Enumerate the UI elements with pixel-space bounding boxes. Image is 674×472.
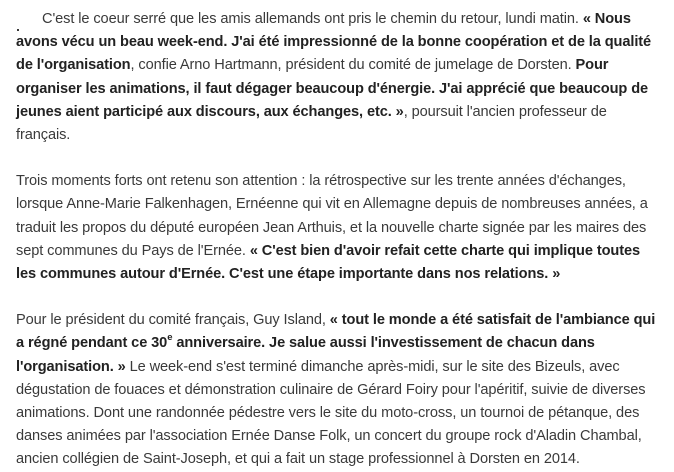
paragraph-3 [16,309,662,471]
quote-island-1: « tout le monde a été satisfait de l'ambiance qui a régné pendant ce 30 [16,312,656,352]
paragraph-3-segment-5: Le week-end s'est terminé dimanche après-midi, sur le site des Bizeuls, avec dégustation de fouaces et démonstration culinaire de Gérard Foiry pour l'apéritif, suivie de diverses animations. Dont une randonnée pédestre vers le site du moto-cross, un tournoi de pétanque, des danses animées par l'association Ernée Danse Folk, un concert du groupe rock d'Aladin Chambal, ancien collégien de Saint-Joseph, et qui a fait un stage professionnel à Dorsten en 2014. [16,358,646,468]
article-body [16,8,662,472]
paragraph-1 [16,8,662,147]
quote-island-2: anniversaire. Je salue aussi l'investissement de chacun dans l'organisation. » [16,335,595,375]
paragraph-2 [16,170,662,286]
paragraph-1-segment-5: , poursuit l'ancien professeur de français. [16,103,607,144]
paragraph-3-segment-1: Pour le président du comité français, Guy Island, [16,312,330,329]
ordinal-superscript: e [167,332,173,344]
quote-hartmann-2: Pour organiser les animations, il faut dégager beaucoup d'énergie. J'ai apprécié que beaucoup de jeunes aient participé aux discours, aux échanges, etc. » [16,57,649,120]
quote-hartmann-1: « Nous avons vécu un beau week-end. J'ai été impressionné de la bonne coopération et de la qualité de l'organisation [16,11,652,74]
paragraph-1-segment-3: , confie Arno Hartmann, président du comité de jumelage de Dorsten. [130,57,576,74]
quote-charte: « C'est bien d'avoir refait cette charte qui implique toutes les communes autour d'Ernée. C'est une étape importante dans nos relations. » [16,242,641,283]
paragraph-1-segment-1: C'est le coeur serré que les amis allemands ont pris le chemin du retour, lundi matin. [42,11,583,27]
paragraph-2-segment-1: Trois moments forts ont retenu son attention : la rétrospective sur les trente années d'échanges, lorsque Anne-Marie Falkenhagen, Ernéenne qui vit en Allemagne depuis de nombreuses années, a traduit les propos du député européen Jean Arthuis, et la nouvelle charte signée par les maires des sept communes du Pays de l'Ernée. [16,173,648,259]
